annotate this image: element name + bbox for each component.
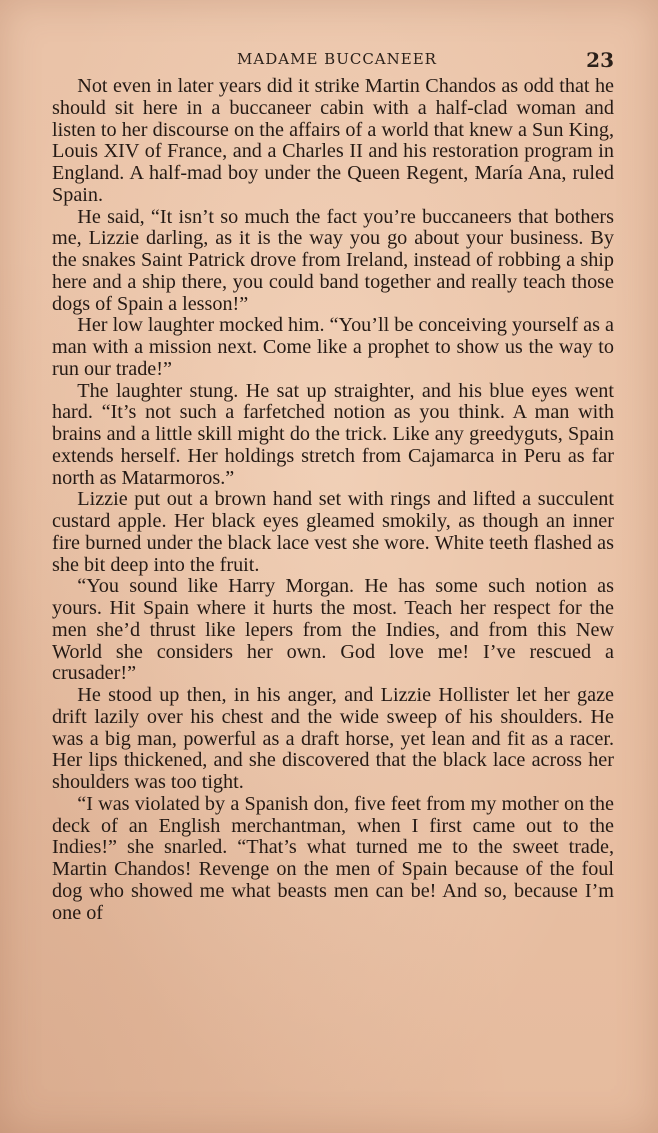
running-title: MADAME BUCCANEER: [237, 50, 437, 68]
paragraph: He stood up then, in his anger, and Lizzie Hollister let her gaze drift lazily over his chest and the wide sweep of his shoulders. He was a big man, powerful as a draft horse, yet lean and fit as a racer. Her lips thickened, and she discovered that the black lace across her shoulders was too tight.: [52, 684, 614, 793]
paragraph: “You sound like Harry Morgan. He has some such notion as yours. Hit Spain where it hurts the most. Teach her respect for the men she’d thrust like lepers from the Indies, and from this New World she considers her own. God love me! I’ve rescued a crusader!”: [52, 575, 614, 685]
running-head: [52, 50, 614, 74]
page-number: 23: [586, 48, 614, 72]
paragraph: “I was violated by a Spanish don, five feet from my mother on the deck of an English merchantman, when I first came out to the Indies!” she snarled. “That’s what turned me to the sweet trade, Martin Chandos! Revenge on the men of Spain because of the foul dog who showed me what beasts men can be! And so, because I’m one of: [52, 792, 614, 924]
paragraph: Her low laughter mocked him. “You’ll be conceiving yourself as a man with a mission next. Come like a prophet to show us the way to run our trade!”: [52, 314, 614, 380]
paragraph: The laughter stung. He sat up straighter, and his blue eyes went hard. “It’s not such a farfetched notion as you think. A man with brains and a little skill might do the trick. Like any greedyguts, Spain extends herself. Her holdings stretch from Cajamarca in Peru as far north as Matarmoros.”: [52, 379, 614, 489]
body-text: [52, 76, 614, 924]
paragraph: Lizzie put out a brown hand set with rings and lifted a succulent custard apple. Her black eyes gleamed smokily, as though an inner fire burned under the black lace vest she wore. White teeth flashed as she bit deep into the fruit.: [52, 488, 614, 576]
paragraph: He said, “It isn’t so much the fact you’re buccaneers that bothers me, Lizzie darling, as it is the way you go about your business. By the snakes Saint Patrick drove from Ireland, instead of robbing a ship here and a ship there, you could band together and really teach those dogs of Spain a lesson!”: [52, 205, 614, 315]
paragraph: Not even in later years did it strike Martin Chandos as odd that he should sit here in a buccaneer cabin with a half-clad woman and listen to her discourse on the affairs of a world that knew a Sun King, Louis XIV of France, and a Charles II and his restoration program in England. A half-mad boy under the Queen Regent, María Ana, ruled Spain.: [52, 75, 614, 206]
